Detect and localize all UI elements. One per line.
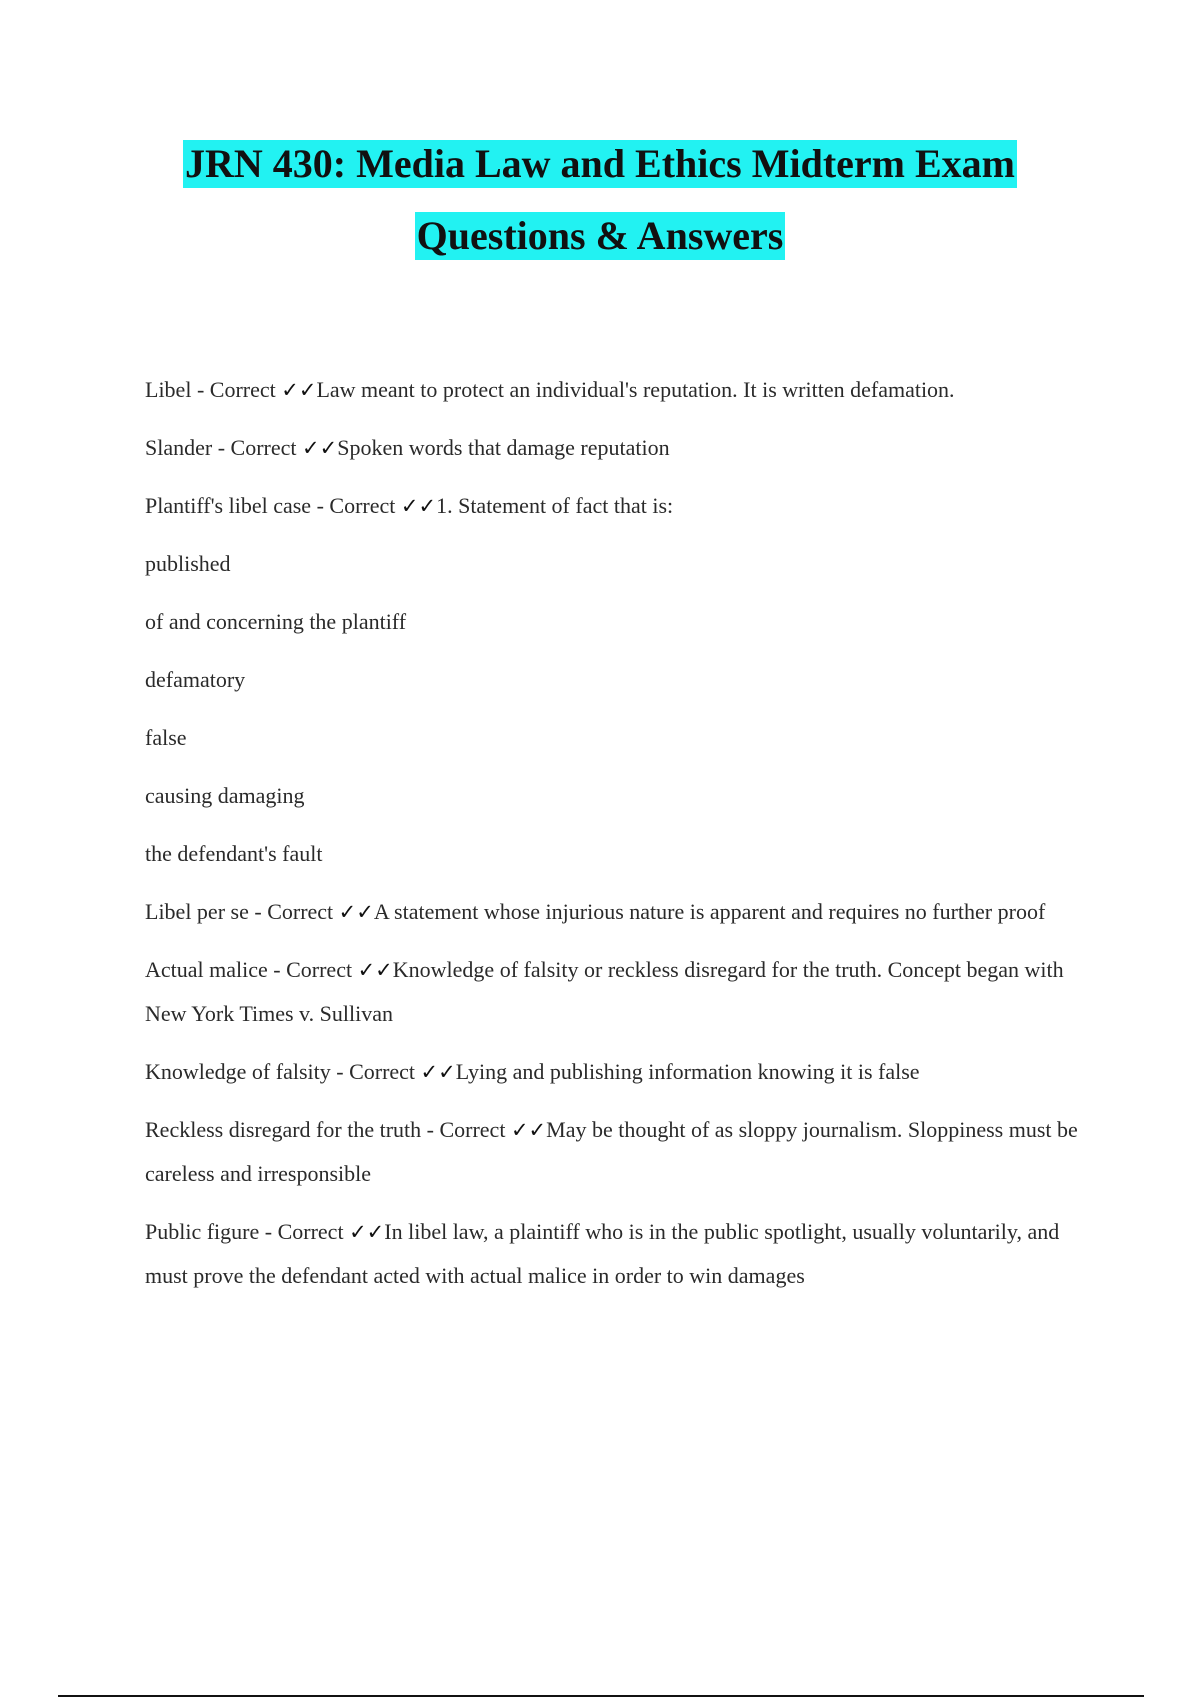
qa-entry-libel-per-se xyxy=(145,890,1095,934)
answer: 1. Statement of fact that is: xyxy=(436,493,674,518)
separator: - xyxy=(259,1219,278,1244)
qa-entry-actual-malice xyxy=(145,948,1095,1036)
bottom-divider xyxy=(58,1695,1144,1697)
subline: causing damaging xyxy=(145,783,305,808)
subline: defamatory xyxy=(145,667,246,692)
subline: published xyxy=(145,551,231,576)
title-line-2: Questions & Answers xyxy=(416,213,784,258)
correct-label: Correct xyxy=(349,1059,421,1084)
document-title xyxy=(0,140,1200,284)
answer: Law meant to protect an individual's reputation. It is written defamation. xyxy=(316,377,955,402)
separator: - xyxy=(421,1117,440,1142)
answer: Spoken words that damage reputation xyxy=(337,435,670,460)
separator: - xyxy=(191,377,210,402)
check-icon: ✓✓ xyxy=(400,494,437,518)
term: Libel per se xyxy=(145,899,249,924)
qa-entry-reckless-disregard xyxy=(145,1108,1095,1196)
correct-label: Correct xyxy=(267,899,339,924)
correct-label: Correct xyxy=(209,377,282,402)
qa-entry-slander xyxy=(145,426,1095,470)
subline: of and concerning the plantiff xyxy=(145,609,407,634)
answer: Knowledge of falsity or reckless disregard for the truth. Concept began with New York Times v. Sullivan xyxy=(145,957,1064,1026)
separator: - xyxy=(267,957,287,982)
subline: false xyxy=(145,725,187,750)
separator: - xyxy=(212,435,231,460)
term: Actual malice xyxy=(145,957,268,982)
answer: In libel law, a plaintiff who is in the public spotlight, usually voluntarily, and must prove the defendant acted with actual malice in order to win damages xyxy=(145,1219,1060,1288)
term: Slander xyxy=(145,435,213,460)
qa-entry-knowledge-of-falsity xyxy=(145,1050,1095,1094)
answer: Lying and publishing information knowing it is false xyxy=(455,1059,920,1084)
check-icon: ✓✓ xyxy=(420,1060,456,1084)
term: Plantiff's libel case xyxy=(145,493,312,518)
check-icon: ✓✓ xyxy=(349,1220,385,1244)
correct-label: Correct xyxy=(277,1219,350,1244)
correct-label: Correct xyxy=(439,1117,511,1142)
subline: the defendant's fault xyxy=(145,841,323,866)
separator: - xyxy=(330,1059,350,1084)
qa-entry-libel xyxy=(145,368,1095,412)
check-icon: ✓✓ xyxy=(510,1118,547,1142)
title-line-1: JRN 430: Media Law and Ethics Midterm Exam xyxy=(185,141,1015,186)
term: Public figure xyxy=(145,1219,260,1244)
correct-label: Correct xyxy=(286,957,358,982)
separator: - xyxy=(248,899,268,924)
check-icon: ✓✓ xyxy=(338,900,374,924)
qa-entry-public-figure xyxy=(145,1210,1095,1298)
qa-entry-plantiffs-libel-case xyxy=(145,484,1095,528)
separator: - xyxy=(311,493,330,518)
answer: A statement whose injurious nature is apparent and requires no further proof xyxy=(373,899,1046,924)
check-icon: ✓✓ xyxy=(302,436,338,460)
check-icon: ✓✓ xyxy=(357,958,393,982)
correct-label: Correct xyxy=(230,435,302,460)
qa-list xyxy=(145,368,1095,1312)
term: Libel xyxy=(145,377,192,402)
correct-label: Correct xyxy=(329,493,401,518)
check-icon: ✓✓ xyxy=(281,378,317,402)
term: Knowledge of falsity xyxy=(145,1059,331,1084)
answer: May be thought of as sloppy journalism. Sloppiness must be careless and irresponsible xyxy=(145,1117,1078,1186)
term: Reckless disregard for the truth xyxy=(145,1117,422,1142)
